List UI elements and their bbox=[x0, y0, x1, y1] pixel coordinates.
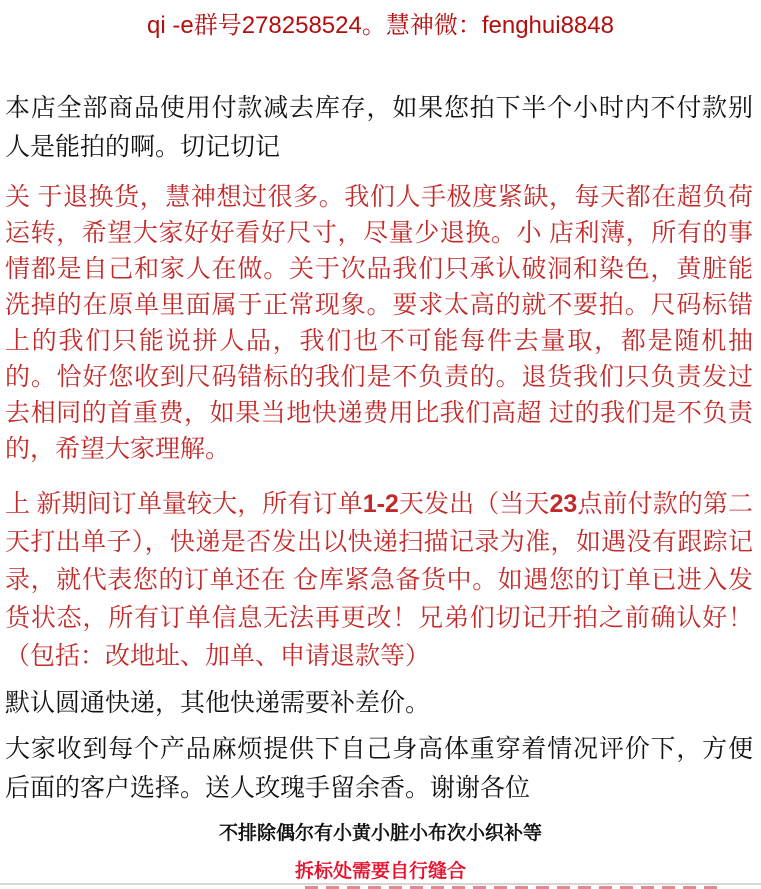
review-request-paragraph: 大家收到每个产品麻烦提供下自己身高体重穿着情况评价下，方便后面的客户选择。送人玫瑰手留余香。谢谢各位 bbox=[5, 735, 753, 802]
stock-payment-notice: 本店全部商品使用付款减去库存，如果您拍下半个小时内不付款别人是能拍的啊。切记切记 bbox=[5, 94, 753, 161]
bottom-divider bbox=[0, 883, 761, 885]
default-courier-notice: 默认圆通快递，其他快递需要补差价。 bbox=[5, 689, 431, 717]
contact-header: qi -e群号278258524。慧神微：fenghui8848 bbox=[147, 12, 614, 39]
label-seam-note: 拆标处需要自行缝合 bbox=[294, 861, 466, 882]
returns-policy-paragraph: 关 于退换货，慧神想过很多。我们人手极度紧缺，每天都在超负荷运转，希望大家好好看好尺寸，尽量少退换。小 店利薄，所有的事情都是自己和家人在做。关于次品我们只承认破洞和染色，黄脏能洗掉的在原单里面属于正常现象。要求太高的就不要拍。尺码标错上的我们只能说拼人品，我们也不可能每件去量取，都是随机抽的。恰好您收到尺码错标的我们是不负责的。退货我们只负责发过去相同的首重费，如果当地快递费用比我们高超 过的我们是不负责的，希望大家理解。 bbox=[5, 184, 753, 463]
shipping-schedule-paragraph: 上 新期间订单量较大，所有订单1-2天发出（当天23点前付款的第二天打出单子），快递是否发出以快递扫描记录为准，如遇没有跟踪记录，就代表您的订单还在 仓库紧急备货中。如遇您的订单已进入发货状态，所有订单信息无法再更改！兄弟们切记开拍之前确认好！（包括：改地址、加单、申请退款等） bbox=[5, 490, 753, 670]
minor-defects-note: 不排除偶尔有小黄小脏小布次小织补等 bbox=[218, 823, 542, 844]
